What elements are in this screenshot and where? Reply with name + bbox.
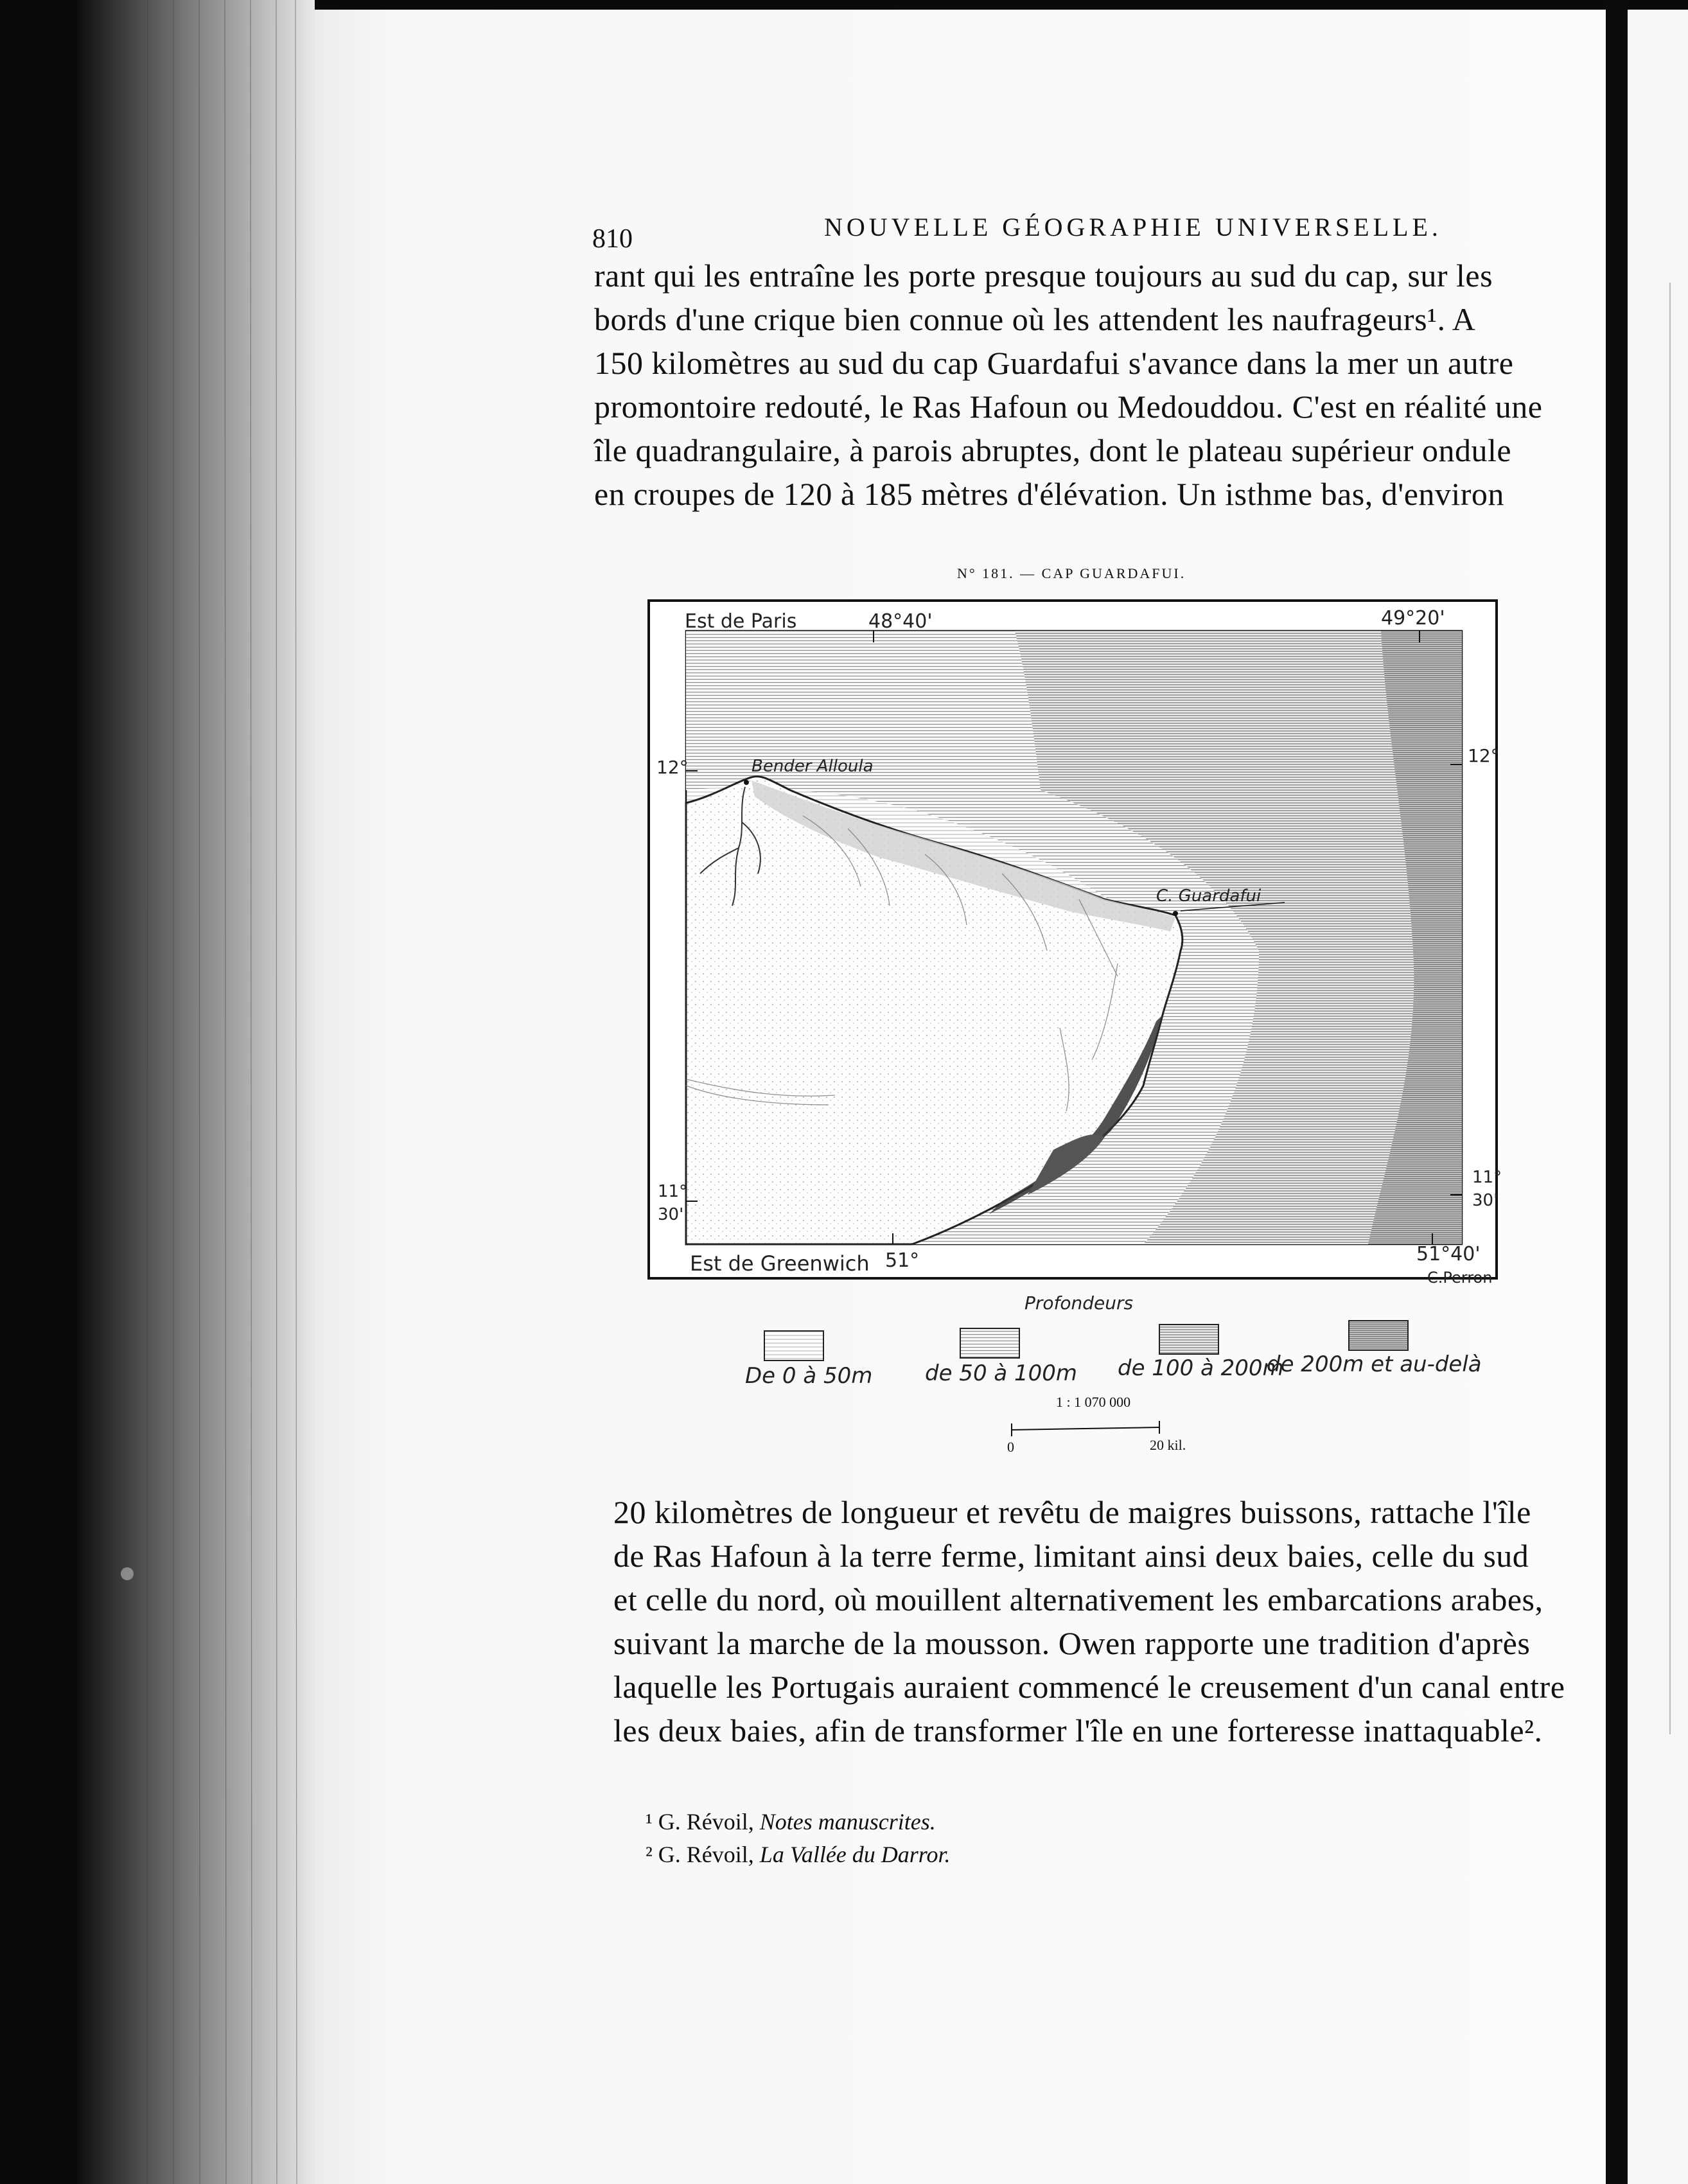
map-label-longitude-49-20: 49°20' bbox=[1381, 607, 1445, 630]
body-text-line: rant qui les entraîne les porte presque toujours au sud du cap, sur les bbox=[594, 258, 1493, 294]
legend-item-label: de 100 à 200m bbox=[1118, 1355, 1284, 1381]
footnote-title: Notes manuscrites. bbox=[759, 1809, 936, 1835]
legend-item-label: de 200m et au-delà bbox=[1267, 1352, 1482, 1377]
map-place-bender-alloula: Bender Alloula bbox=[752, 757, 874, 776]
legend-title: Profondeurs bbox=[1024, 1292, 1134, 1314]
map-label-est-de-paris: Est de Paris bbox=[685, 610, 797, 633]
scale-ratio: 1 : 1 070 000 bbox=[1056, 1394, 1131, 1410]
body-text-line: promontoire redouté, le Ras Hafoun ou Medouddou. C'est en réalité une bbox=[594, 389, 1543, 425]
map-label-longitude-48-40: 48°40' bbox=[868, 610, 933, 633]
map-label-latitude-30-right: 30' bbox=[1472, 1191, 1499, 1210]
map-credit: C.Perron bbox=[1427, 1269, 1493, 1287]
body-text-line: laquelle les Portugais auraient commencé le creusement d'un canal entre bbox=[613, 1669, 1565, 1705]
footnote-marker: ¹ bbox=[646, 1809, 653, 1835]
body-text-line: île quadrangulaire, à parois abruptes, dont le plateau supérieur ondule bbox=[594, 432, 1512, 468]
legend-item-label: de 50 à 100m bbox=[925, 1361, 1078, 1386]
map-label-longitude-51-40: 51°40' bbox=[1416, 1243, 1481, 1265]
body-text-line: bords d'une crique bien connue où les attendent les naufrageurs¹. A bbox=[594, 301, 1476, 337]
map-artwork bbox=[649, 601, 1497, 1278]
map-label-latitude-11-left: 11° bbox=[658, 1182, 688, 1201]
scale-start-label: 0 bbox=[1007, 1439, 1014, 1455]
map-label-latitude-12-left: 12° bbox=[656, 757, 689, 778]
body-text-line: 150 kilomètres au sud du cap Guardafui s'avance dans la mer un autre bbox=[594, 345, 1514, 381]
body-text-line: les deux baies, afin de transformer l'île en une forteresse inattaquable². bbox=[613, 1713, 1543, 1748]
scale-end-label: 20 kil. bbox=[1150, 1437, 1186, 1453]
map-label-latitude-30-left: 30' bbox=[658, 1205, 684, 1224]
legend-item-label: De 0 à 50m bbox=[745, 1363, 873, 1389]
map-label-latitude-12-right: 12° bbox=[1468, 745, 1500, 766]
map-label-longitude-51: 51° bbox=[885, 1249, 920, 1272]
footnote bbox=[646, 1808, 936, 1835]
body-text-line: 20 kilomètres de longueur et revêtu de maigres buissons, rattache l'île bbox=[613, 1494, 1531, 1530]
map-label-est-de-greenwich: Est de Greenwich bbox=[690, 1251, 870, 1276]
body-text-line: et celle du nord, où mouillent alternativement les embarcations arabes, bbox=[613, 1581, 1543, 1617]
page-number: 810 bbox=[592, 224, 633, 254]
footnote-author: G. Révoil, bbox=[658, 1842, 754, 1867]
body-text-line: en croupes de 120 à 185 mètres d'élévation. Un isthme bas, d'environ bbox=[594, 476, 1504, 512]
footnote-title: La Vallée du Darror. bbox=[759, 1842, 951, 1867]
running-head: NOUVELLE GÉOGRAPHIE UNIVERSELLE. bbox=[824, 213, 1442, 242]
body-text-line: de Ras Hafoun à la terre ferme, limitant ainsi deux baies, celle du sud bbox=[613, 1538, 1529, 1574]
footnote bbox=[646, 1841, 950, 1868]
footnote-author: G. Révoil, bbox=[658, 1809, 754, 1835]
body-text-line: suivant la marche de la mousson. Owen rapporte une tradition d'après bbox=[613, 1625, 1531, 1661]
map-label-latitude-11-right: 11° bbox=[1472, 1168, 1502, 1187]
map-place-cap-guardafui: C. Guardafui bbox=[1156, 886, 1262, 906]
figure-caption: N° 181. — CAP GUARDAFUI. bbox=[957, 565, 1186, 581]
footnote-marker: ² bbox=[646, 1842, 653, 1867]
